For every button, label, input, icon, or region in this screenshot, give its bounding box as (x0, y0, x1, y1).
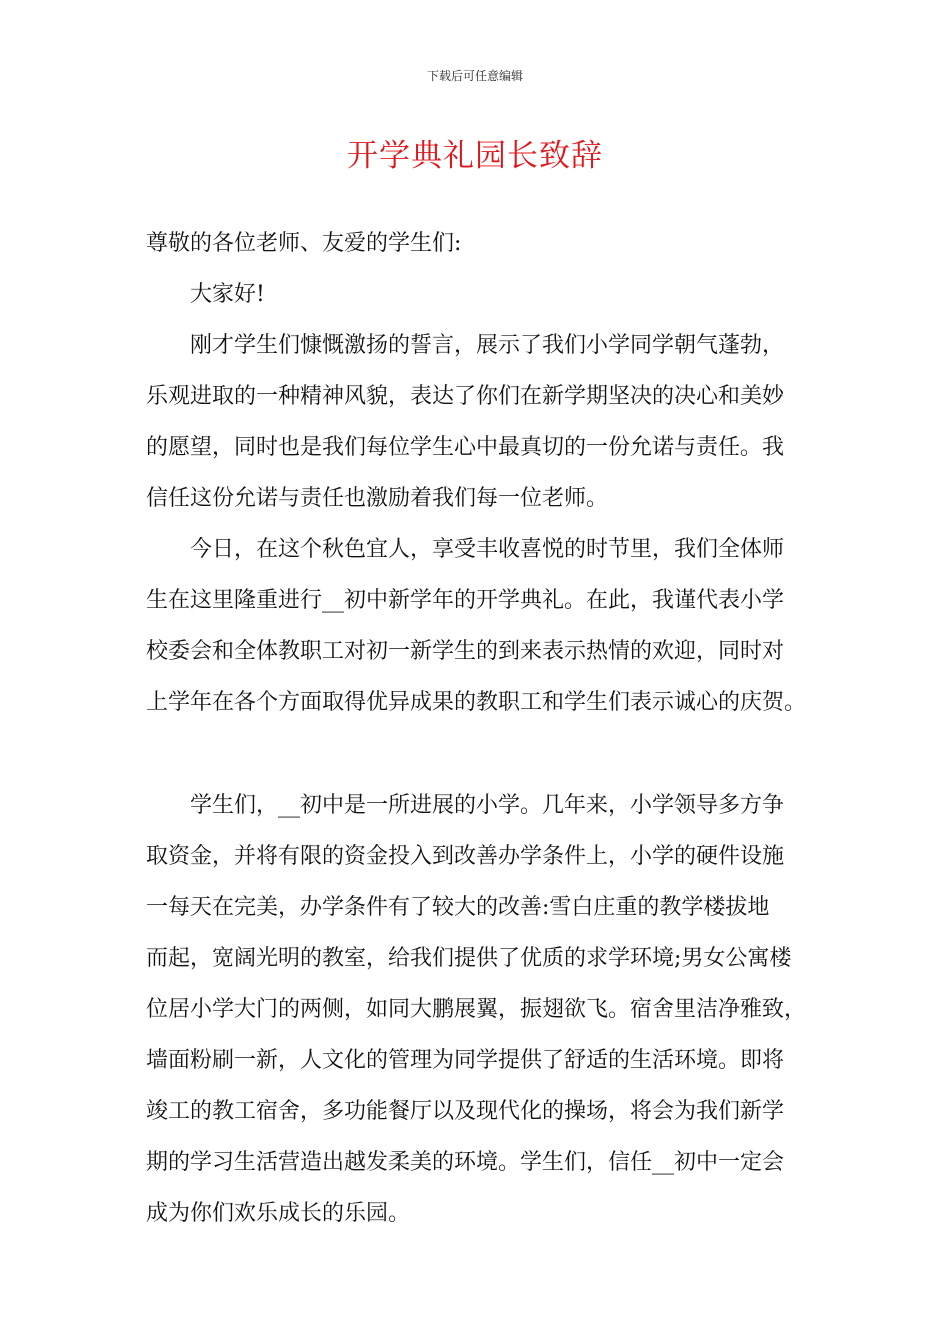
paragraph-line: 竣工的教工宿舍，多功能餐厅以及现代化的操场，将会为我们新学 (146, 1099, 785, 1124)
paragraph-line: 期的学习生活营造出越发柔美的环境。学生们，信任__初中一定会 (146, 1150, 785, 1175)
paragraph-line: 取资金，并将有限的资金投入到改善办学条件上，小学的硬件设施 (146, 844, 785, 869)
paragraph-line: 学生们，__初中是一所进展的小学。几年来，小学领导多方争 (190, 793, 785, 818)
paragraph-line: 乐观进取的一种精神风貌，表达了你们在新学期坚决的决心和美妙 (146, 384, 785, 409)
paragraph-line: 信任这份允诺与责任也激励着我们每一位老师。 (146, 486, 609, 511)
paragraph-line: 而起，宽阔光明的教室，给我们提供了优质的求学环境;男女公寓楼 (146, 946, 792, 971)
paragraph-line: 位居小学大门的两侧，如同大鹏展翼，振翅欲飞。宿舍里洁净雅致， (146, 997, 807, 1022)
paragraph-line: 大家好! (190, 282, 265, 307)
paragraph-line: 一每天在完美，办学条件有了较大的改善:雪白庄重的教学楼拔地 (146, 895, 770, 920)
paragraph-line: 刚才学生们慷慨激扬的誓言，展示了我们小学同学朝气蓬勃， (190, 333, 785, 358)
paragraph-line: 墙面粉刷一新，人文化的管理为同学提供了舒适的生活环境。即将 (146, 1048, 785, 1073)
paragraph-line: 今日，在这个秋色宜人，享受丰收喜悦的时节里，我们全体师 (190, 537, 785, 562)
paragraph-line: 成为你们欢乐成长的乐园。 (146, 1201, 411, 1226)
document-title: 开学典礼园长致辞 (347, 138, 603, 174)
paragraph-gap (146, 728, 806, 780)
document-body (146, 218, 806, 1239)
greeting-line: 尊敬的各位老师、友爱的学生们: (146, 231, 462, 256)
paragraph-line: 的愿望，同时也是我们每位学生心中最真切的一份允诺与责任。我 (146, 435, 785, 460)
paragraph-line: 生在这里隆重进行__初中新学年的开学典礼。在此，我谨代表小学 (146, 588, 785, 613)
paragraph-line: 上学年在各个方面取得优异成果的教职工和学生们表示诚心的庆贺。 (146, 690, 807, 715)
header-note: 下载后可任意编辑 (426, 69, 523, 83)
paragraph-line: 校委会和全体教职工对初一新学生的到来表示热情的欢迎，同时对 (146, 639, 785, 664)
